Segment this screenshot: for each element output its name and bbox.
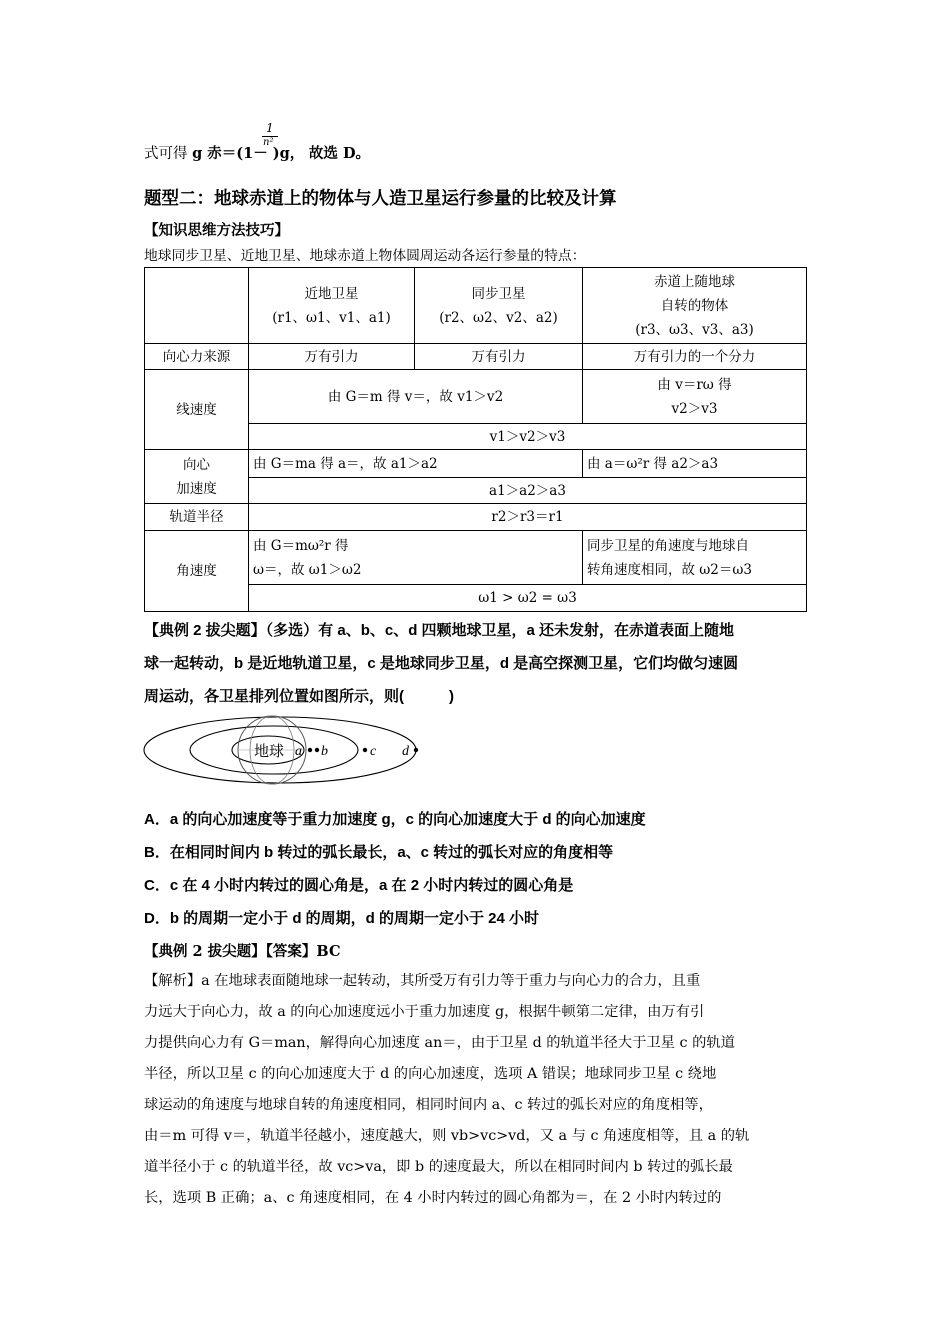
header-equator-object: 赤道上随地球 自转的物体 (r3、ω3、v3、a3) bbox=[583, 268, 807, 344]
top-line-suffix: 故选 D。 bbox=[308, 145, 371, 162]
cell-velocity-3: 由 v＝rω 得 v2＞v3 bbox=[583, 370, 807, 424]
table-row bbox=[145, 531, 807, 585]
point-d bbox=[414, 748, 418, 752]
label-a: a bbox=[295, 744, 302, 759]
solution-line: 长，选项 B 正确；a、c 角速度相同，在 4 小时内转过的圆心角都为＝，在 2 小时内转过的 bbox=[144, 1190, 722, 1206]
solution-line: 球运动的角速度与地球自转的角速度相同，相同时间内 a、c 转过的弧长对应的角度相等， bbox=[144, 1097, 713, 1113]
solution-line: 力远大于向心力，故 a 的向心加速度远小于重力加速度 g，根据牛顿第二定律，由万有引 bbox=[144, 1004, 705, 1020]
point-b bbox=[315, 748, 319, 752]
label-d: d bbox=[402, 744, 409, 759]
option-d: D．b 的周期一定小于 d 的周期，d 的周期一定小于 24 小时 bbox=[144, 910, 540, 927]
point-a bbox=[308, 748, 312, 752]
solution-line: 力提供向心力有 G＝man，解得向心加速度 an＝，由于卫星 d 的轨道半径大于卫星 c 的轨道 bbox=[144, 1035, 735, 1051]
cell-angular-12: 由 G＝mω²r 得 ω＝，故 ω1＞ω2 bbox=[249, 531, 583, 585]
cell-force-3: 万有引力的一个分力 bbox=[583, 344, 807, 370]
cell-accel-12: 由 G＝ma 得 a＝，故 a1＞a2 bbox=[249, 450, 583, 478]
knowledge-heading: 【知识思维方法技巧】 bbox=[144, 223, 289, 239]
cell-velocity-all: v1＞v2＞v3 bbox=[249, 424, 807, 450]
solution-line: 道半径小于 c 的轨道半径，故 vc>va，即 b 的速度最大，所以在相同时间内 b 转过的弧长最 bbox=[144, 1159, 733, 1175]
cell-accel-all: a1＞a2＞a3 bbox=[249, 478, 807, 504]
cell-angular-all: ω1 > ω2 = ω3 bbox=[249, 585, 807, 612]
label-b: b bbox=[321, 744, 328, 759]
fraction-denominator: n² bbox=[263, 137, 274, 148]
solution-line: 半径，所以卫星 c 的向心加速度大于 d 的向心加速度，选项 A 错误；地球同步卫星 c 绕地 bbox=[144, 1066, 717, 1082]
row-label-radius: 轨道半径 bbox=[145, 504, 249, 531]
table-row bbox=[145, 504, 807, 531]
row-label-force: 向心力来源 bbox=[145, 344, 249, 370]
table-row bbox=[145, 370, 807, 424]
option-a: A．a 的向心加速度等于重力加速度 g，c 的向心加速度大于 d 的向心加速度 bbox=[144, 811, 646, 828]
table-intro: 地球同步卫星、近地卫星、地球赤道上物体圆周运动各运行参量的特点： bbox=[144, 248, 586, 264]
row-label-acceleration: 向心 加速度 bbox=[145, 450, 249, 504]
label-c: c bbox=[370, 744, 377, 759]
cell-angular-3: 同步卫星的角速度与地球自 转角速度相同，故 ω2＝ω3 bbox=[583, 531, 807, 585]
cell-accel-3: 由 a＝ω²r 得 a2＞a3 bbox=[583, 450, 807, 478]
top-line-prefix: 式可得 bbox=[144, 146, 188, 162]
option-b: B．在相同时间内 b 转过的弧长最长，a、c 转过的弧长对应的角度相等 bbox=[144, 844, 614, 861]
example-line-3: 周运动，各卫星排列位置如图所示，则( ) bbox=[144, 688, 454, 705]
cell-force-2: 万有引力 bbox=[415, 344, 583, 370]
top-formula-line bbox=[144, 142, 370, 163]
solution-line: 【解析】a 在地球表面随地球一起转动，其所受万有引力等于重力与向心力的合力，且重 bbox=[144, 973, 701, 989]
table-row bbox=[145, 450, 807, 478]
example-line-2: 球一起转动，b 是近地轨道卫星，c 是地球同步卫星，d 是高空探测卫星，它们均做匀速圆 bbox=[144, 655, 739, 672]
fraction-numerator: 1 bbox=[266, 121, 274, 135]
point-c bbox=[363, 748, 367, 752]
header-near-earth: 近地卫星 (r1、ω1、v1、a1) bbox=[249, 268, 415, 344]
answer-line: 【典例 2 拔尖题】【答案】BC bbox=[144, 943, 341, 960]
table-header-row bbox=[145, 268, 807, 344]
cell-force-1: 万有引力 bbox=[249, 344, 415, 370]
example-line-1: 【典例 2 拔尖题】（多选）有 a、b、c、d 四颗地球卫星，a 还未发射，在赤道表面上随地 bbox=[144, 622, 735, 639]
header-sync: 同步卫星 (r2、ω2、v2、a2) bbox=[415, 268, 583, 344]
orbit-figure bbox=[140, 712, 430, 794]
earth-label: 地球 bbox=[254, 742, 285, 760]
comparison-table bbox=[144, 267, 807, 612]
top-line-formula: g 赤＝(1－ )g， bbox=[192, 145, 305, 162]
row-label-velocity: 线速度 bbox=[145, 370, 249, 450]
option-c: C．c 在 4 小时内转过的圆心角是，a 在 2 小时内转过的圆心角是 bbox=[144, 877, 574, 894]
table-row bbox=[145, 344, 807, 370]
section-title: 题型二：地球赤道上的物体与人造卫星运行参量的比较及计算 bbox=[144, 188, 617, 208]
cell-velocity-12: 由 G＝m 得 v＝，故 v1＞v2 bbox=[249, 370, 583, 424]
row-label-angular: 角速度 bbox=[145, 531, 249, 612]
cell-radius-all: r2＞r3＝r1 bbox=[249, 504, 807, 531]
table-corner-cell bbox=[145, 268, 249, 344]
solution-line: 由＝m 可得 v＝，轨道半径越小，速度越大，则 vb>vc>vd，又 a 与 c 角速度相等，且 a 的轨 bbox=[144, 1128, 750, 1144]
